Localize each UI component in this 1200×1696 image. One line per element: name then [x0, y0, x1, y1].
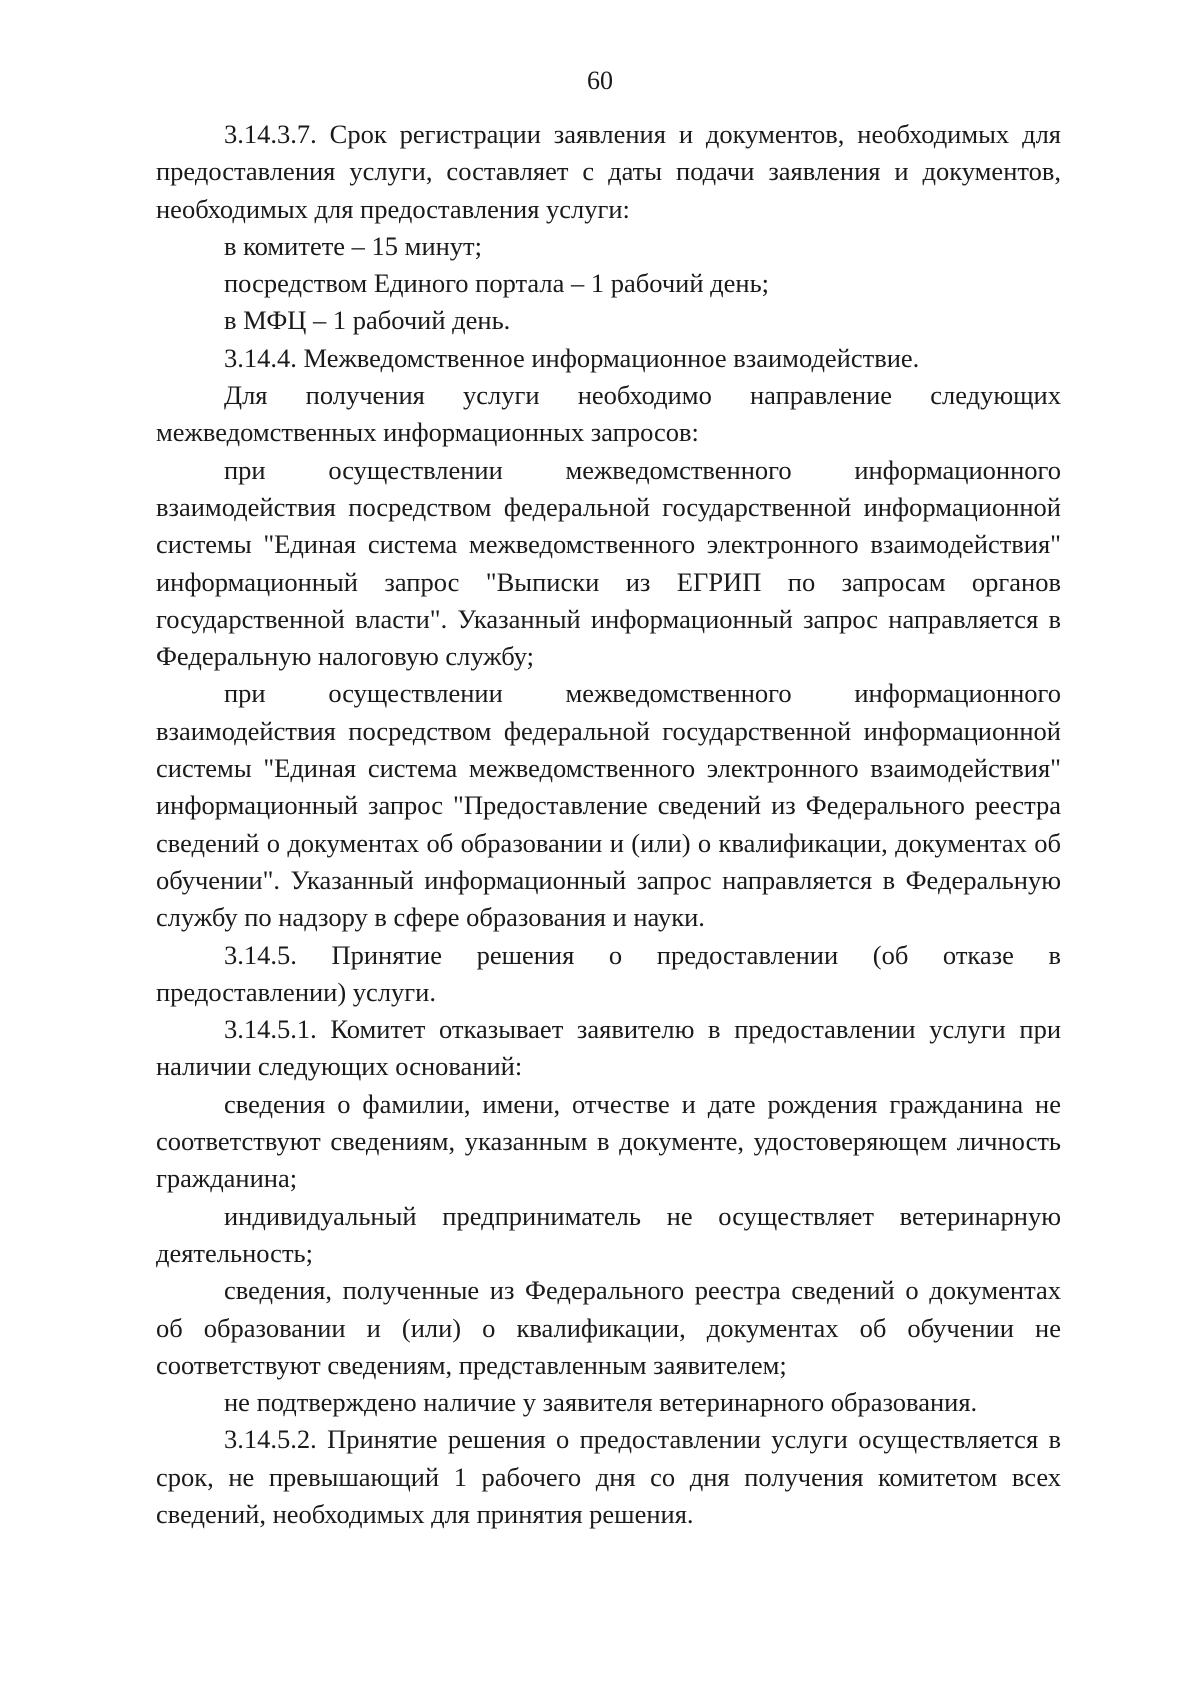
document-body — [156, 116, 1061, 1533]
list-item-mfc: в МФЦ – 1 рабочий день. — [224, 305, 511, 336]
list-item-no-vet-activity: индивидуальный предприниматель не осуществляет ветеринарную деятельность; — [156, 1200, 1061, 1268]
section-heading-3-14-5: 3.14.5. Принятие решения о предоставлении (об отказе в предоставлении) услуги. — [156, 939, 1061, 1007]
section-heading-3-14-4: 3.14.4. Межведомственное информационное взаимодействие. — [224, 342, 920, 373]
list-item-committee: в комитете – 15 минут; — [224, 230, 482, 261]
list-item-portal: посредством Единого портала – 1 рабочий день; — [224, 268, 770, 299]
paragraph-3-14-5-1: 3.14.5.1. Комитет отказывает заявителю в предоставлении услуги при наличии следующих оснований: — [156, 1014, 1061, 1082]
list-item-registry-mismatch: сведения, полученные из Федерального реестра сведений о документах об образовании и (или) о квалификации, документах об обучении не соответствуют сведениям, представленным заявителем; — [156, 1275, 1061, 1380]
paragraph-request-egrip: при осуществлении межведомственного информационного взаимодействия посредством федеральной государственной информационной системы "Единая система межведомственного электронного взаимодействия" информационный запрос "Выписки из ЕГРИП по запросам органов государственной власти". Указанный информационный запрос направляется в Федеральную налоговую службу; — [156, 454, 1061, 672]
paragraph-3-14-5-2: 3.14.5.2. Принятие решения о предоставлении услуги осуществляется в срок, не превышающий 1 рабочего дня со дня получения комитетом всех сведений, необходимых для принятия решения. — [156, 1424, 1061, 1529]
paragraph-request-education: при осуществлении межведомственного информационного взаимодействия посредством федеральной государственной информационной системы "Единая система межведомственного электронного взаимодействия" информационный запрос "Предоставление сведений из Федерального реестра сведений о документах об образовании и (или) о квалификации, документах об обучении". Указанный информационный запрос направляется в Федеральную службу по надзору в сфере образования и науки. — [156, 678, 1061, 933]
page-number: 60 — [587, 66, 613, 95]
paragraph-requests-intro: Для получения услуги необходимо направление следующих межведомственных информационных запросов: — [156, 380, 1061, 448]
list-item-name-mismatch: сведения о фамилии, имени, отчестве и дате рождения гражданина не соответствуют сведениям, указанным в документе, удостоверяющем личность гражданина; — [156, 1088, 1061, 1194]
paragraph-3-14-3-7: 3.14.3.7. Срок регистрации заявления и документов, необходимых для предоставления услуги, составляет с даты подачи заявления и документов, необходимых для предоставления услуги: — [156, 119, 1061, 224]
list-item-no-vet-education: не подтверждено наличие у заявителя ветеринарного образования. — [224, 1387, 978, 1418]
